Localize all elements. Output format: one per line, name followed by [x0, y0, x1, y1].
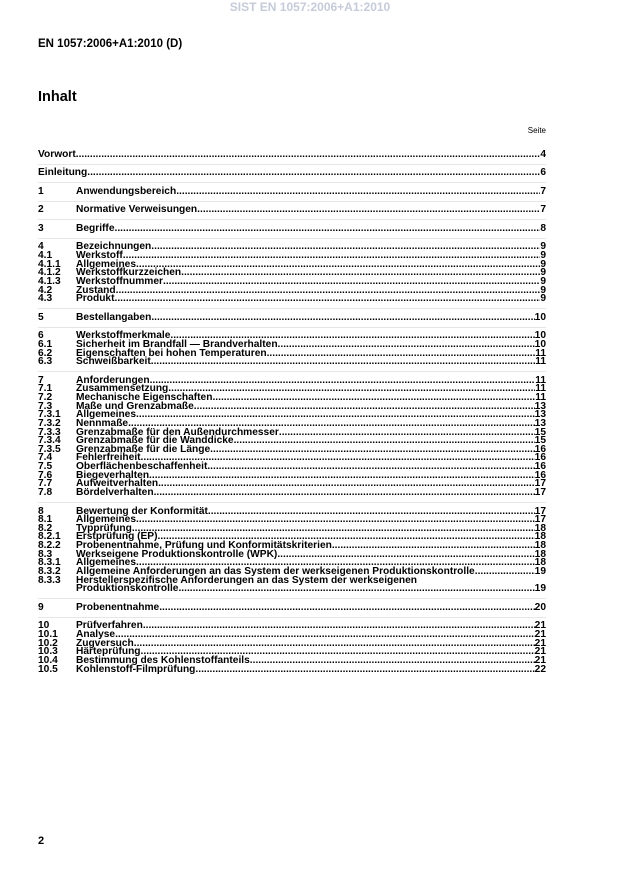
page-number: 17 [534, 487, 546, 499]
toc-group [38, 601, 546, 613]
section-title: Erstprüfung (EP) [76, 531, 158, 543]
section-number: 7.6 [38, 469, 53, 481]
toc-entry [38, 148, 546, 160]
section-number: 10.4 [38, 654, 58, 666]
section-title: Grenzabmaße für die Wanddicke [76, 435, 234, 447]
section-title: Mechanische Eigenschaften [76, 391, 213, 403]
section-number: 7.4 [38, 452, 53, 464]
section-title: Grenzabmaße für den Außendurchmesser [76, 426, 279, 438]
section-number: 8.2 [38, 522, 53, 534]
dot-leader [250, 657, 535, 666]
section-number: 8.3 [38, 548, 53, 560]
section-title: Produkt [76, 293, 115, 305]
toc-entry [38, 663, 546, 675]
section-title: Grenzabmaße für die Länge [76, 443, 211, 455]
page-number: 13 [534, 409, 546, 421]
section-number: 6.2 [38, 347, 53, 359]
section-number: 8.3.3 [38, 574, 61, 586]
section-title: Biegeverhalten [76, 469, 150, 481]
section-title: Anforderungen [76, 374, 150, 386]
page-number: 11 [535, 356, 546, 368]
page-number: 18 [534, 557, 546, 569]
dot-leader [178, 585, 534, 594]
section-title: Aufweitverhalten [76, 478, 159, 490]
page-number: 16 [534, 461, 546, 473]
dot-leader [234, 437, 535, 446]
toc-group [38, 374, 546, 499]
section-number: 5 [38, 311, 44, 323]
page-column-label: Seite [527, 126, 546, 135]
page-number: 18 [534, 540, 546, 552]
section-title: Probenentnahme [76, 601, 160, 613]
dot-leader [151, 314, 534, 323]
section-title: Analyse [76, 629, 116, 641]
page-number: 17 [534, 514, 546, 526]
section-number: 8.3.1 [38, 557, 61, 569]
section-title: Allgemeines [76, 514, 137, 526]
toc-entry-continued [38, 585, 546, 594]
dot-leader [116, 287, 541, 296]
page-number: 9 [540, 258, 546, 270]
page-number: 10 [534, 330, 546, 342]
toc-entry [38, 601, 546, 613]
section-number: 4.1.2 [38, 267, 61, 279]
page-number: 9 [540, 241, 546, 253]
page-number: 15 [534, 435, 546, 447]
section-number: 7.7 [38, 478, 53, 490]
toc-entry [38, 222, 546, 234]
section-title: Sicherheit im Brandfall — Brandverhalten [76, 338, 278, 350]
section-title: Werkstoffmerkmale [76, 330, 171, 342]
section-title: Schweißbarkeit [76, 356, 151, 368]
section-number: 4.1 [38, 249, 53, 261]
dot-leader [163, 278, 540, 287]
page-number: 18 [534, 548, 546, 560]
section-title: Allgemeines [76, 557, 137, 569]
section-title: Werkstoffnummer [76, 275, 163, 287]
dot-leader [143, 622, 535, 631]
page-number: 21 [534, 637, 546, 649]
page-number: 9 [540, 293, 546, 305]
document-header-id: EN 1057:2006+A1:2010 (D) [38, 38, 183, 50]
section-title: Typprüfung [76, 522, 132, 534]
section-title: Bewertung der Konformität [76, 505, 208, 517]
section-title: Allgemeines [76, 258, 137, 270]
section-title: Bestellangaben [76, 311, 152, 323]
section-title: Allgemeine Anforderungen an das System der werkseigenen Produktionskontrolle [76, 566, 475, 578]
toc-group [38, 505, 546, 595]
section-number-spacer [38, 585, 76, 594]
section-title: Zugversuch [76, 637, 134, 649]
section-number: 7.2 [38, 391, 53, 403]
section-title: Probenentnahme, Prüfung und Konformitätskriterien [76, 540, 332, 552]
section-title: Zustand [76, 284, 116, 296]
toc-group [38, 622, 546, 674]
page-number: 4 [540, 148, 546, 160]
section-title: Oberflächenbeschaffenheit [76, 461, 208, 473]
dot-leader [87, 169, 540, 178]
dot-leader [210, 446, 534, 455]
dot-leader [123, 252, 541, 261]
dot-leader [154, 489, 535, 498]
page-number: 9 [540, 284, 546, 296]
section-title: Vorwort [38, 148, 76, 160]
section-title: Normative Verweisungen [76, 204, 198, 216]
toc-group [38, 222, 546, 234]
page-number: 10 [534, 311, 546, 323]
dot-leader [136, 411, 535, 420]
toc-group [38, 148, 546, 160]
page-number: 11 [535, 391, 546, 403]
dot-leader [136, 516, 535, 525]
section-title: Bördelverhalten [76, 487, 154, 499]
toc-group [38, 311, 546, 323]
toc-entry [38, 358, 546, 367]
toc-list [38, 148, 546, 675]
section-number: 8.2.2 [38, 540, 61, 552]
section-title: Herstellerspezifische Anforderungen an das System der werkseigenen [76, 574, 418, 586]
section-number: 7 [38, 374, 44, 386]
toc-entry [38, 311, 546, 323]
dot-leader [181, 269, 540, 278]
dot-leader [151, 243, 540, 252]
page-number: 16 [534, 443, 546, 455]
section-title: Werkstoff [76, 249, 123, 261]
page-number: 11 [535, 347, 546, 359]
dot-leader [475, 568, 535, 577]
dot-leader [158, 480, 535, 489]
toc-heading: Inhalt [38, 89, 77, 105]
section-number: 8.3.2 [38, 566, 61, 578]
page-number-footer: 2 [38, 835, 45, 847]
section-number: 7.3.4 [38, 435, 61, 447]
section-title: Prüfverfahren [76, 620, 143, 632]
dot-leader [212, 394, 535, 403]
dot-leader [150, 377, 536, 386]
page-number: 11 [535, 383, 546, 395]
section-number: 8.1 [38, 514, 53, 526]
dot-leader [134, 640, 535, 649]
section-number: 7.5 [38, 461, 53, 473]
section-number: 7.3.5 [38, 443, 61, 455]
page-number: 19 [534, 583, 546, 595]
section-number: 10.2 [38, 637, 58, 649]
page-number: 21 [534, 620, 546, 632]
toc-group [38, 332, 546, 367]
dot-leader [151, 358, 535, 367]
section-number: 1 [38, 185, 44, 197]
dot-leader [332, 542, 535, 551]
section-title: Maße und Grenzabmaße [76, 400, 194, 412]
toc-entry [38, 185, 546, 197]
dot-leader [159, 604, 534, 613]
section-number: 4.3 [38, 293, 53, 305]
section-title: Eigenschaften bei hohen Temperaturen [76, 347, 267, 359]
dot-leader [176, 188, 540, 197]
page-number: 9 [540, 249, 546, 261]
page-number: 18 [534, 531, 546, 543]
page-number: 7 [540, 204, 546, 216]
dot-leader [267, 350, 536, 359]
page-number: 20 [534, 601, 546, 613]
section-number: 7.8 [38, 487, 53, 499]
section-number: 4.2 [38, 284, 53, 296]
dot-leader [132, 525, 535, 534]
dot-leader [115, 631, 535, 640]
page-number: 21 [534, 646, 546, 658]
toc-entry [38, 295, 546, 304]
dot-leader [208, 508, 535, 517]
section-title: Bezeichnungen [76, 241, 152, 253]
section-number: 8 [38, 505, 44, 517]
dot-leader [277, 551, 534, 560]
toc-group [38, 185, 546, 197]
dot-leader [136, 261, 540, 270]
page-number: 6 [540, 167, 546, 179]
section-number: 6.3 [38, 356, 53, 368]
section-number: 7.3.1 [38, 409, 61, 421]
section-number: 3 [38, 222, 44, 234]
dot-leader [149, 472, 535, 481]
section-number: 10.5 [38, 663, 58, 675]
page-number: 18 [534, 522, 546, 534]
page-number: 22 [534, 663, 546, 675]
section-number: 6 [38, 330, 44, 342]
toc-entry [38, 489, 546, 498]
page-number: 9 [540, 275, 546, 287]
page-number: 13 [534, 400, 546, 412]
section-number: 4.1.1 [38, 258, 61, 270]
toc-group [38, 206, 546, 215]
toc-group [38, 243, 546, 303]
page-number: 9 [540, 267, 546, 279]
dot-leader [76, 151, 541, 160]
page-number: 16 [534, 469, 546, 481]
dot-leader [207, 463, 534, 472]
dot-leader [194, 403, 535, 412]
page-number: 17 [534, 505, 546, 517]
section-number: 7.3.3 [38, 426, 61, 438]
page-number: 21 [534, 629, 546, 641]
section-number: 7.1 [38, 383, 53, 395]
dot-leader [115, 225, 541, 234]
toc-group [38, 169, 546, 178]
section-number: 10 [38, 620, 50, 632]
dot-leader [279, 429, 535, 438]
dot-leader [168, 385, 535, 394]
section-title: Werkstoffkurzzeichen [76, 267, 182, 279]
section-title: Werkseigene Produktionskontrolle (WPK) [76, 548, 278, 560]
section-title: Nennmaße [76, 417, 129, 429]
section-title: Zusammensetzung [76, 383, 169, 395]
page-number: 11 [535, 374, 546, 386]
section-title: Härteprüfung [76, 646, 141, 658]
section-title: Kohlenstoff-Filmprüfung [76, 663, 196, 675]
section-number: 7.3 [38, 400, 53, 412]
section-title: Allgemeines [76, 409, 137, 421]
section-title: Fehlerfreiheit [76, 452, 141, 464]
section-number: 2 [38, 204, 44, 216]
dot-leader [115, 295, 541, 304]
page-number: 17 [534, 478, 546, 490]
dot-leader [278, 341, 535, 350]
section-number: 4.1.3 [38, 275, 61, 287]
page-number: 7 [540, 185, 546, 197]
page-number: 15 [534, 426, 546, 438]
dot-leader [197, 206, 540, 215]
section-number: 4 [38, 241, 44, 253]
document-watermark: SIST EN 1057:2006+A1:2010 [229, 0, 391, 14]
page-number: 19 [534, 566, 546, 578]
toc-entry [38, 206, 546, 215]
section-title: Anwendungsbereich [76, 185, 177, 197]
page-number: 8 [540, 222, 546, 234]
section-number: 10.1 [38, 629, 58, 641]
section-number: 9 [38, 601, 44, 613]
page-number: 21 [534, 654, 546, 666]
toc-entry [38, 169, 546, 178]
section-number: 7.3.2 [38, 417, 61, 429]
section-number: 6.1 [38, 338, 53, 350]
page-number: 16 [534, 452, 546, 464]
page-number: 10 [534, 338, 546, 350]
dot-leader [195, 666, 534, 675]
section-title-continued: Produktionskontrolle [76, 583, 179, 595]
section-title: Bestimmung des Kohlenstoffanteils [76, 654, 250, 666]
page-number: 13 [534, 417, 546, 429]
section-title: Begriffe [76, 222, 115, 234]
section-number: 8.2.1 [38, 531, 61, 543]
section-title: Einleitung [38, 167, 88, 179]
section-number: 10.3 [38, 646, 58, 658]
